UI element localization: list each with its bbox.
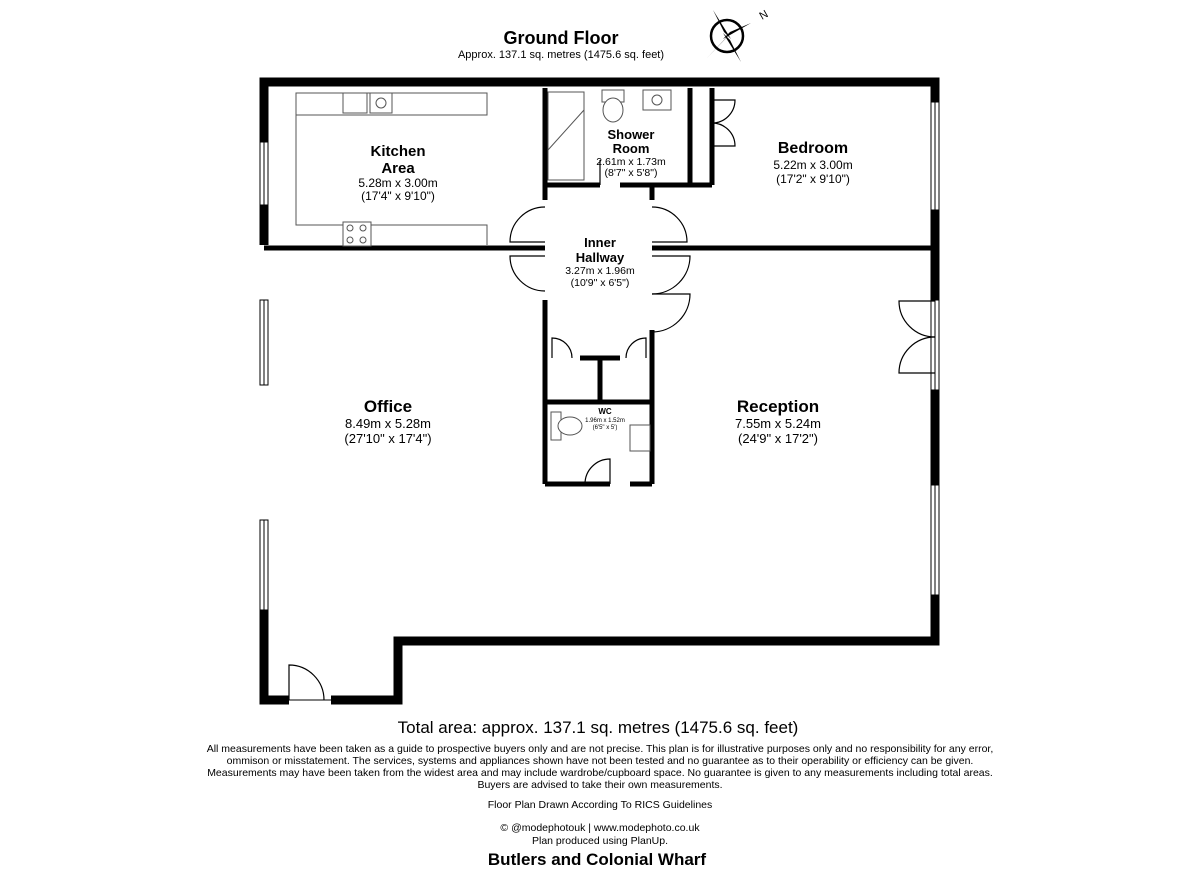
room-dimensions-metric: 2.61m x 1.73m (596, 156, 666, 168)
disclaimer (200, 743, 1000, 791)
room-name: Inner (584, 235, 616, 250)
disclaimer-line: Measurements may have been taken from the widest area and may include wardrobe/cupboard space. No guarantee is given to any measurements including total areas. (207, 767, 993, 779)
room-kitchen (358, 143, 437, 203)
room-name: Bedroom (777, 140, 849, 157)
room-name: Kitchen (370, 143, 426, 160)
total-area-label: Total area: approx. 137.1 sq. metres (1475.6 sq. feet) (397, 718, 799, 737)
produced-by-line: Plan produced using PlanUp. (531, 835, 669, 847)
compass-north-label: N (757, 8, 771, 23)
disclaimer-line: Buyers are advised to take their own measurements. (477, 779, 723, 791)
building-name: Butlers and Colonial Wharf (487, 850, 707, 869)
rics-note: Floor Plan Drawn According To RICS Guidelines (487, 799, 713, 811)
room-dimensions-metric: 1.96m x 1.52m (585, 418, 625, 424)
room-dimensions-imperial: (8'7" x 5'8") (604, 167, 658, 179)
room-dimensions-imperial: (17'2" x 9'10") (776, 172, 850, 186)
room-office (344, 397, 431, 446)
room-dimensions-imperial: (27'10" x 17'4") (344, 431, 432, 446)
floor-title: Ground Floor (503, 28, 619, 48)
room-dimensions-imperial: (17'4" x 9'10") (361, 189, 435, 203)
disclaimer-line: All measurements have been taken as a guide to prospective buyers only and are not precise. This plan is for illustrative purposes only and no responsibility for any error, (206, 743, 994, 755)
room-name: Hallway (575, 250, 625, 265)
room-wc (585, 407, 625, 431)
room-shower (596, 127, 666, 179)
room-name: Area (381, 160, 415, 177)
floor-area-label: Approx. 137.1 sq. metres (1475.6 sq. feet) (457, 49, 665, 61)
room-hallway (565, 235, 635, 289)
room-dimensions-imperial: (24'9" x 17'2") (738, 431, 818, 446)
room-name: Room (612, 141, 650, 156)
room-name: Reception (736, 397, 820, 416)
room-reception (735, 397, 821, 446)
room-dimensions-metric: 3.27m x 1.96m (565, 265, 635, 277)
room-dimensions-metric: 5.28m x 3.00m (358, 176, 438, 190)
compass-icon (707, 10, 751, 62)
room-dimensions-metric: 7.55m x 5.24m (735, 416, 821, 431)
room-name: WC (598, 407, 612, 416)
room-name: Office (363, 397, 413, 416)
room-bedroom (773, 140, 852, 186)
room-dimensions-imperial: (10'9" x 6'5") (570, 277, 630, 289)
room-dimensions-imperial: (6'5" x 5') (592, 425, 618, 431)
room-dimensions-metric: 5.22m x 3.00m (773, 158, 853, 172)
room-dimensions-metric: 8.49m x 5.28m (345, 416, 431, 431)
credit-line: © @modephotouk | www.modephoto.co.uk (500, 822, 700, 834)
room-name: Shower (607, 127, 655, 142)
disclaimer-line: ommison or misstatement. The services, systems and appliances shown have not been tested and no guarantee as to their operability or efficiency can be given. (226, 755, 974, 767)
